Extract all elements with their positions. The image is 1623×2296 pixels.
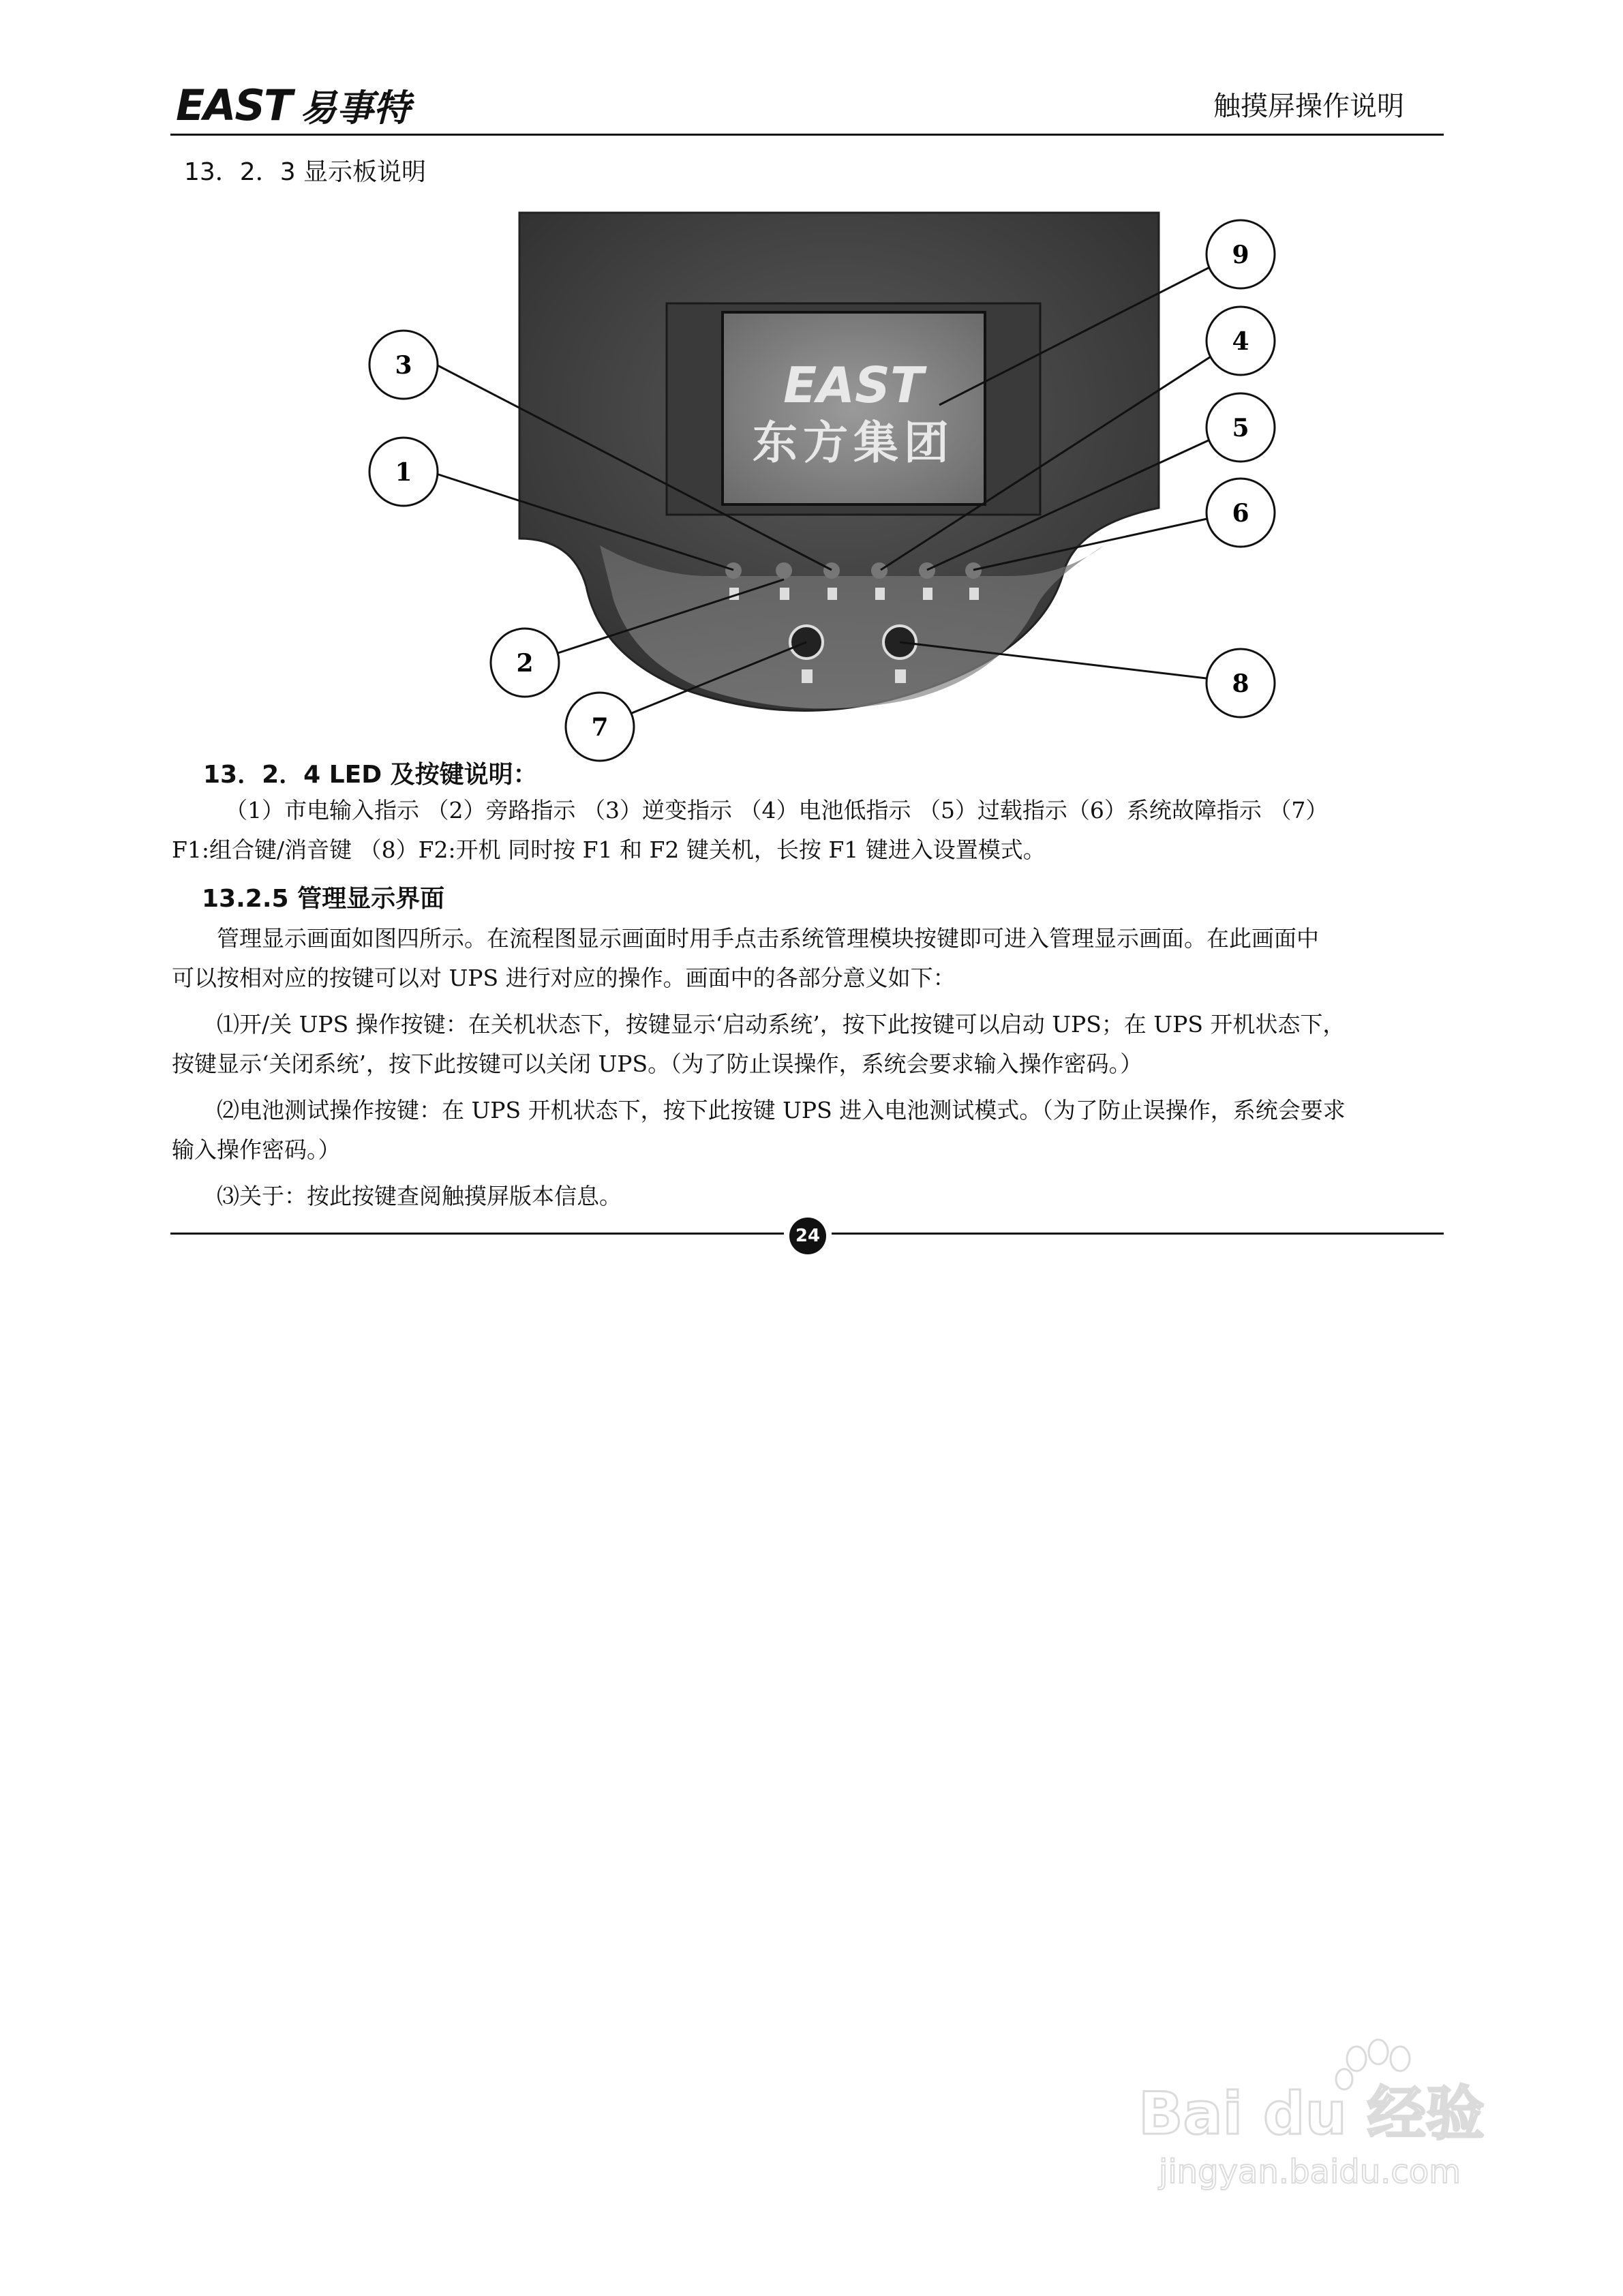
mgmt-item1-line2: 按键显示‘关闭系统’，按下此按键可以关闭 UPS。（为了防止误操作，系统会要求输入操作密码。） bbox=[172, 1051, 1143, 1077]
callout-3 bbox=[369, 331, 438, 399]
mgmt-item2-line2: 输入操作密码。） bbox=[172, 1136, 341, 1163]
screen-logo: EAST bbox=[783, 357, 924, 414]
callout-2 bbox=[491, 629, 559, 697]
mgmt-paragraph-line1: 管理显示画面如图四所示。在流程图显示画面时用手点击系统管理模块按键即可进入管理显示画面。在此画面中 bbox=[217, 925, 1319, 952]
svg-text:3: 3 bbox=[395, 351, 412, 380]
svg-text:9: 9 bbox=[1232, 241, 1249, 269]
svg-text:jingyan.baidu.com: jingyan.baidu.com bbox=[1159, 2153, 1461, 2191]
svg-text:7: 7 bbox=[591, 713, 609, 742]
callout-7 bbox=[566, 693, 634, 761]
section-heading-display-panel: 13．2．3 显示板说明 bbox=[184, 158, 427, 186]
svg-text:4: 4 bbox=[1232, 327, 1249, 356]
led-description-line2: F1:组合键/消音键 （8）F2:开机 同时按 F1 和 F2 键关机，长按 F1 键进入设置模式。 bbox=[172, 836, 1046, 863]
mgmt-item3: ⑶关于：按此按键查阅触摸屏版本信息。 bbox=[217, 1183, 622, 1209]
brand-name: 易事特 bbox=[300, 86, 410, 130]
mgmt-item2-line1: ⑵电池测试操作按键：在 UPS 开机状态下，按下此按键 UPS 进入电池测试模式。（为了防止误操作，系统会要求 bbox=[217, 1097, 1346, 1123]
section-heading-led-keys: 13．2．4 LED 及按键说明： bbox=[203, 761, 538, 789]
baidu-watermark bbox=[1132, 2031, 1554, 2195]
footer-divider-left bbox=[170, 1233, 784, 1235]
east-logo: EAST bbox=[176, 80, 292, 130]
footer-divider-right bbox=[832, 1233, 1444, 1235]
section-heading-management: 13.2.5 管理显示界面 bbox=[202, 885, 445, 913]
svg-text:Bai du 经验: Bai du 经验 bbox=[1138, 2080, 1485, 2148]
led-description-line1: （1）市电输入指示 （2）旁路指示 （3）逆变指示 （4）电池低指示 （5）过载指示（6）系统故障指示 （7） bbox=[225, 797, 1329, 824]
document-title: 触摸屏操作说明 bbox=[1213, 91, 1404, 122]
callout-1 bbox=[369, 438, 438, 506]
svg-text:5: 5 bbox=[1232, 414, 1249, 442]
callout-5 bbox=[1207, 393, 1275, 462]
callout-6 bbox=[1207, 479, 1275, 547]
page-number: 24 bbox=[789, 1218, 826, 1254]
svg-text:6: 6 bbox=[1232, 499, 1249, 528]
display-panel-figure bbox=[0, 0, 1623, 764]
screen-text: 东方集团 bbox=[753, 416, 954, 469]
svg-text:8: 8 bbox=[1232, 669, 1249, 698]
mgmt-item1-line1: ⑴开/关 UPS 操作按键：在关机状态下，按键显示‘启动系统’，按下此按键可以启动 UPS；在 UPS 开机状态下， bbox=[217, 1011, 1346, 1038]
mgmt-paragraph-line2: 可以按相对应的按键可以对 UPS 进行对应的操作。画面中的各部分意义如下： bbox=[172, 965, 956, 991]
callout-9 bbox=[1207, 220, 1275, 288]
callout-8 bbox=[1207, 649, 1275, 717]
svg-text:2: 2 bbox=[516, 649, 534, 678]
svg-text:1: 1 bbox=[395, 458, 412, 487]
callout-4 bbox=[1207, 307, 1275, 375]
